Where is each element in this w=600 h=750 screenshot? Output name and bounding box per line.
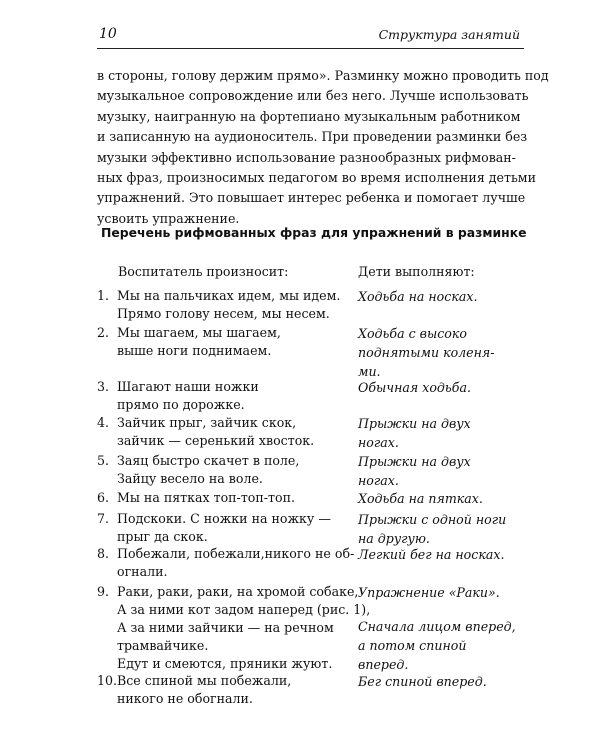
intro-paragraph (97, 66, 549, 229)
item-action (358, 583, 528, 674)
action-line: на другую. (358, 531, 430, 546)
item-action (358, 672, 528, 691)
phrase-line: Едут и смеются, пряники жуют. (117, 656, 333, 671)
item-number: 8. (97, 546, 110, 561)
item-action (358, 324, 528, 381)
item-number: 4. (97, 415, 110, 430)
item-phrase (117, 324, 352, 360)
intro-line: усвоить упражнение. (97, 210, 240, 226)
item-action (358, 510, 528, 548)
phrase-line: огнали. (117, 564, 168, 579)
phrase-line: прыг да скок. (117, 529, 208, 544)
item-phrase (117, 287, 352, 323)
phrase-line: Зайчик прыг, зайчик скок, (117, 415, 297, 430)
phrase-line: Подскоки. С ножки на ножку — (117, 511, 331, 526)
column-header-teacher: Воспитатель произносит: (118, 264, 289, 279)
item-action (358, 414, 528, 452)
item-phrase (117, 545, 355, 581)
action-line: Ходьба на носках. (358, 289, 478, 304)
intro-line: музыкальное сопровождение или без него. Лучше использовать (97, 88, 529, 104)
phrase-line: Прямо голову несем, мы несем. (117, 306, 330, 321)
phrase-line: Заяц быстро скачет в поле, (117, 453, 300, 468)
phrase-line: Зайцу весело на воле. (117, 471, 263, 486)
item-action (358, 287, 528, 306)
item-number: 7. (97, 511, 110, 526)
phrase-line: Мы на пятках топ-топ-топ. (117, 490, 295, 505)
item-phrase (117, 489, 352, 507)
item-action (358, 378, 528, 397)
intro-line: музыки эффективно использование разнообразных рифмован- (97, 149, 516, 165)
phrase-line: трамвайчике. (117, 638, 209, 653)
column-header-children: Дети выполняют: (358, 264, 475, 279)
item-number: 10. (97, 673, 118, 688)
action-line: Прыжки с одной ноги (358, 512, 507, 527)
action-line: ногах. (358, 435, 399, 450)
intro-line: и записанную на аудионоситель. При проведении разминки без (97, 129, 528, 145)
phrase-line: Шагают наши ножки (117, 379, 259, 394)
item-phrase (117, 510, 352, 546)
item-phrase (117, 672, 352, 708)
phrase-line: Побежали, побежали,никого не об- (117, 546, 355, 561)
intro-line: в стороны, голову держим прямо». Разминку можно проводить под (97, 68, 549, 83)
intro-line: музыку, наигранную на фортепиано музыкальным работником (97, 108, 521, 124)
section-title: Перечень рифмованных фраз для упражнений в разминке (101, 225, 527, 240)
intro-line: упражнений. Это повышает интерес ребенка и помогает лучше (97, 190, 526, 206)
item-phrase (117, 452, 352, 488)
phrase-line: зайчик — серенький хвосток. (117, 433, 315, 448)
phrase-line: Мы на пальчиках идем, мы идем. (117, 288, 341, 303)
phrase-line: Мы шагаем, мы шагаем, (117, 325, 281, 340)
action-line: ми. (358, 364, 381, 379)
action-line: Ходьба на пятках. (358, 491, 483, 506)
item-number: 3. (97, 379, 110, 394)
phrase-line: Все спиной мы побежали, (117, 673, 292, 688)
intro-line: ных фраз, произносимых педагогом во время исполнения детьми (97, 170, 536, 186)
item-phrase (117, 378, 352, 414)
action-line: Прыжки на двух (358, 454, 471, 469)
action-line: Прыжки на двух (358, 416, 471, 431)
page-header (97, 22, 524, 49)
running-title: Структура занятий (378, 27, 520, 42)
item-number: 2. (97, 325, 110, 340)
item-action (358, 545, 528, 564)
phrase-line: А за ними зайчики — на речном (117, 620, 334, 635)
action-line: Упражнение «Раки». (358, 585, 500, 600)
action-line: Легкий бег на носках. (358, 547, 505, 562)
item-number: 9. (97, 584, 110, 599)
item-phrase (117, 583, 371, 673)
item-phrase (117, 414, 352, 450)
item-action (358, 489, 528, 508)
action-line: ногах. (358, 473, 399, 488)
action-line: Бег спиной вперед. (358, 674, 487, 689)
phrase-line: выше ноги поднимаем. (117, 343, 272, 358)
item-number: 6. (97, 490, 110, 505)
action-line: Сначала лицом вперед, (358, 619, 516, 634)
action-line: Ходьба с высоко (358, 326, 467, 341)
item-action (358, 452, 528, 490)
action-line (358, 602, 528, 617)
item-number: 5. (97, 453, 110, 468)
action-line: Обычная ходьба. (358, 380, 471, 395)
action-line: а потом спиной (358, 638, 467, 653)
phrase-line: прямо по дорожке. (117, 397, 245, 412)
phrase-line: Раки, раки, раки, на хромой собаке, (117, 584, 359, 599)
page-number: 10 (99, 26, 117, 42)
item-number: 1. (97, 288, 110, 303)
action-line: поднятыми коленя- (358, 345, 495, 360)
action-line: вперед. (358, 657, 409, 672)
phrase-line: никого не обогнали. (117, 691, 253, 706)
phrase-line: А за ними кот задом наперед (рис. 1), (117, 602, 371, 617)
